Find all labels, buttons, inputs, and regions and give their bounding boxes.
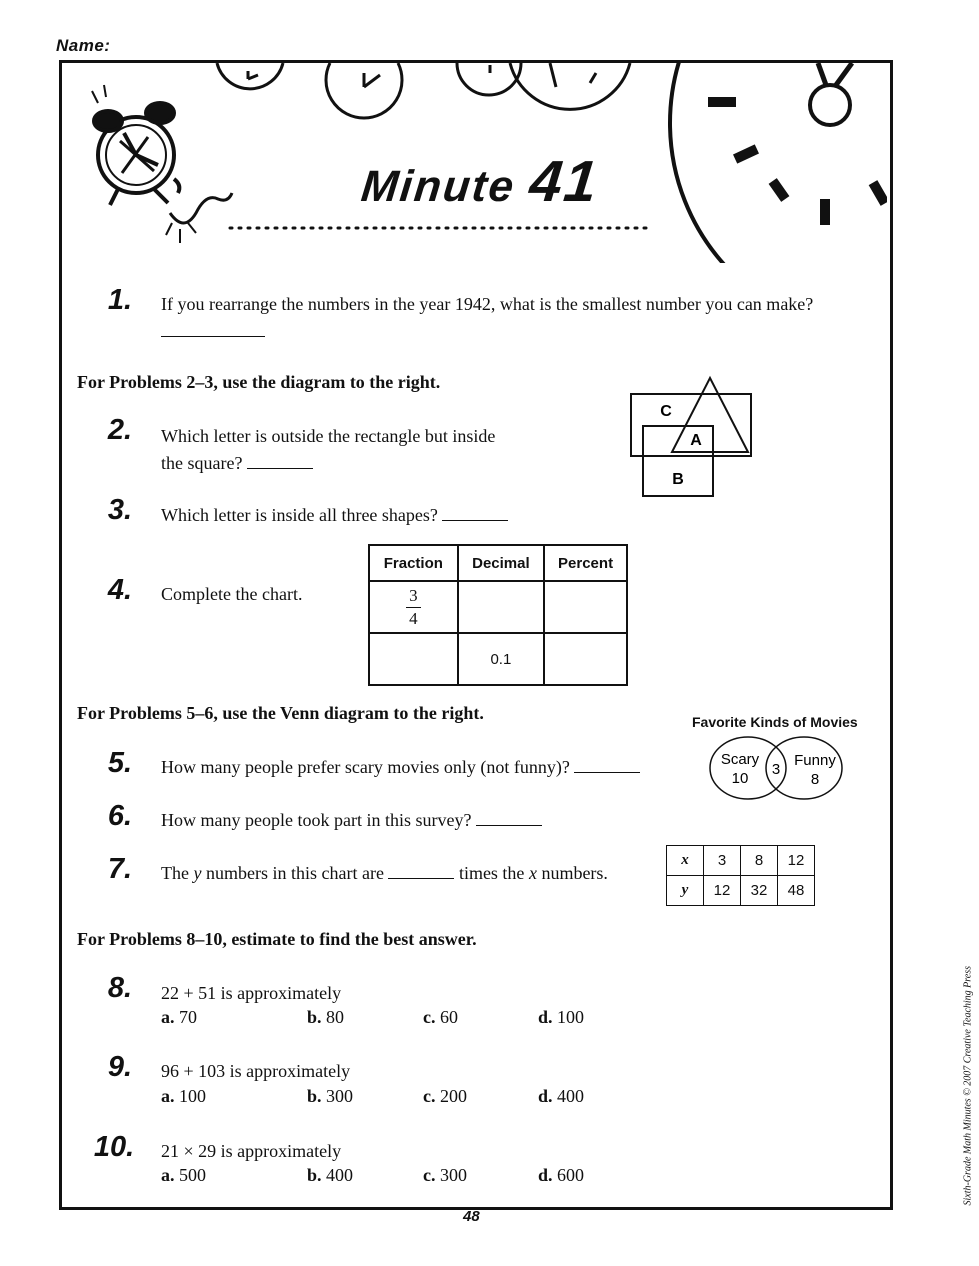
- header-fraction: Fraction: [369, 545, 458, 581]
- answer-blank[interactable]: [247, 454, 313, 469]
- choice-value: 70: [179, 1007, 197, 1027]
- title-word: Minute: [358, 162, 518, 211]
- choice-letter: a.: [161, 1007, 175, 1027]
- chart-row: [369, 581, 627, 633]
- venn-left-label: Scary: [720, 751, 760, 768]
- choice-d[interactable]: [538, 1165, 584, 1186]
- choice-value: 200: [440, 1086, 467, 1106]
- triangle-shape: [672, 378, 748, 452]
- q5-text: How many people prefer scary movies only (not funny)?: [161, 757, 570, 777]
- question-number: 2.: [107, 414, 133, 446]
- fraction-cell[interactable]: [369, 633, 458, 685]
- instructions-2-3: For Problems 2–3, use the diagram to the right.: [77, 372, 441, 392]
- x-value: 3: [704, 846, 741, 876]
- q7-x-var: x: [528, 863, 537, 883]
- choice-value: 80: [326, 1007, 345, 1027]
- choice-letter: c.: [423, 1165, 436, 1185]
- x-value: 8: [741, 846, 778, 876]
- choice-letter: b.: [307, 1165, 322, 1185]
- y-row: [667, 876, 815, 906]
- question-number: 5.: [107, 747, 133, 779]
- alarm-clock-icon: [94, 103, 232, 223]
- choice-value: 300: [326, 1086, 354, 1106]
- venn-right-value: 8: [810, 771, 820, 788]
- fraction-denominator: 4: [409, 608, 418, 628]
- question-number: 10.: [93, 1131, 135, 1163]
- choice-c[interactable]: [423, 1165, 467, 1186]
- question-text: [161, 502, 508, 529]
- q7-text-pre: The: [161, 863, 194, 883]
- choice-letter: b.: [307, 1086, 322, 1106]
- shapes-diagram: [628, 374, 758, 500]
- y-label: y: [667, 876, 704, 906]
- choice-letter: a.: [161, 1165, 175, 1185]
- choice-a[interactable]: [161, 1086, 206, 1107]
- choice-letter: c.: [423, 1086, 436, 1106]
- chart-row: [369, 633, 627, 685]
- decimal-cell[interactable]: [458, 581, 544, 633]
- label-b: B: [672, 471, 684, 488]
- question-number: 8.: [107, 972, 133, 1004]
- question-text: [161, 860, 608, 887]
- choice-value: 100: [179, 1086, 206, 1106]
- percent-cell[interactable]: [544, 633, 627, 685]
- label-a: A: [690, 432, 702, 449]
- q9-text: 96 + 103 is approximately: [161, 1061, 351, 1081]
- answer-blank[interactable]: [442, 506, 508, 521]
- choice-a[interactable]: [161, 1007, 197, 1028]
- header-decimal: Decimal: [458, 545, 544, 581]
- choice-letter: d.: [538, 1086, 553, 1106]
- q2-line2: the square?: [161, 453, 243, 473]
- choice-value: 60: [440, 1007, 458, 1027]
- choice-value: 600: [557, 1165, 585, 1185]
- question-number: 6.: [107, 800, 133, 832]
- xy-table: [666, 845, 815, 906]
- venn-left-value: 10: [731, 770, 749, 787]
- decimal-cell: 0.1: [458, 633, 544, 685]
- q2-line1: Which letter is outside the rectangle but inside: [161, 426, 496, 446]
- chart-header-row: [369, 545, 627, 581]
- choice-value: 100: [557, 1007, 585, 1027]
- q8-text: 22 + 51 is approximately: [161, 983, 342, 1003]
- q4-text: Complete the chart.: [161, 584, 303, 604]
- question-text: [161, 423, 495, 477]
- question-number: 7.: [107, 853, 133, 885]
- choice-value: 500: [179, 1165, 206, 1185]
- x-row: [667, 846, 815, 876]
- answer-blank[interactable]: [388, 864, 454, 879]
- choice-a[interactable]: [161, 1165, 206, 1186]
- x-label: x: [667, 846, 704, 876]
- choice-c[interactable]: [423, 1086, 467, 1107]
- q7-text-end: numbers.: [536, 863, 608, 883]
- choice-value: 300: [440, 1165, 467, 1185]
- question-number: 9.: [107, 1051, 133, 1083]
- y-value: 12: [704, 876, 741, 906]
- q7-y-var: y: [193, 863, 202, 883]
- instructions-8-10: For Problems 8–10, estimate to find the best answer.: [77, 929, 477, 949]
- header-percent: Percent: [544, 545, 627, 581]
- choice-letter: a.: [161, 1086, 175, 1106]
- choice-letter: b.: [307, 1007, 322, 1027]
- question-text: [161, 291, 821, 345]
- venn-diagram: [706, 734, 846, 804]
- answer-blank[interactable]: [574, 758, 640, 773]
- question-number: 1.: [107, 284, 133, 316]
- q7-text-mid: numbers in this chart are: [201, 863, 389, 883]
- question-number: 4.: [107, 574, 133, 606]
- choice-b[interactable]: [307, 1165, 353, 1186]
- big-clock-icon: [670, 63, 887, 263]
- question-number: 3.: [107, 494, 133, 526]
- choice-d[interactable]: [538, 1007, 584, 1028]
- name-label: Name:: [56, 36, 111, 55]
- page-title: [358, 148, 602, 215]
- fraction-cell: [369, 581, 458, 633]
- fraction-numerator: 3: [406, 585, 421, 608]
- choice-d[interactable]: [538, 1086, 584, 1107]
- q3-text: Which letter is inside all three shapes?: [161, 505, 438, 525]
- choice-letter: d.: [538, 1007, 553, 1027]
- q1-text: If you rearrange the numbers in the year 1942, what is the smallest number you can make?: [161, 294, 814, 314]
- answer-blank[interactable]: [161, 322, 265, 337]
- choice-value: 400: [557, 1086, 585, 1106]
- venn-right-label: Funny: [794, 752, 836, 769]
- small-clock-icon: [217, 63, 630, 118]
- fraction: [406, 585, 421, 630]
- x-value: 12: [778, 846, 815, 876]
- question-text: [161, 754, 640, 781]
- q7-text-post: times the: [454, 863, 529, 883]
- page-number: 48: [463, 1208, 480, 1225]
- venn-overlap-value: 3: [771, 761, 781, 778]
- title-number: 41: [526, 149, 602, 214]
- choice-b[interactable]: [307, 1007, 344, 1028]
- venn-title: Favorite Kinds of Movies: [692, 714, 858, 730]
- y-value: 32: [741, 876, 778, 906]
- percent-cell[interactable]: [544, 581, 627, 633]
- choice-value: 400: [326, 1165, 354, 1185]
- question-text: [161, 807, 542, 834]
- answer-blank[interactable]: [476, 811, 542, 826]
- y-value: 48: [778, 876, 815, 906]
- label-c: C: [660, 403, 672, 420]
- choice-b[interactable]: [307, 1086, 353, 1107]
- instructions-5-6: For Problems 5–6, use the Venn diagram to the right.: [77, 703, 484, 723]
- copyright-notice: Sixth-Grade Math Minutes © 2007 Creative Teaching Press: [962, 965, 974, 1206]
- choice-c[interactable]: [423, 1007, 458, 1028]
- choice-letter: c.: [423, 1007, 436, 1027]
- conversion-chart: [368, 544, 628, 686]
- q10-text: 21 × 29 is approximately: [161, 1141, 342, 1161]
- choice-letter: d.: [538, 1165, 553, 1185]
- q6-text: How many people took part in this survey?: [161, 810, 472, 830]
